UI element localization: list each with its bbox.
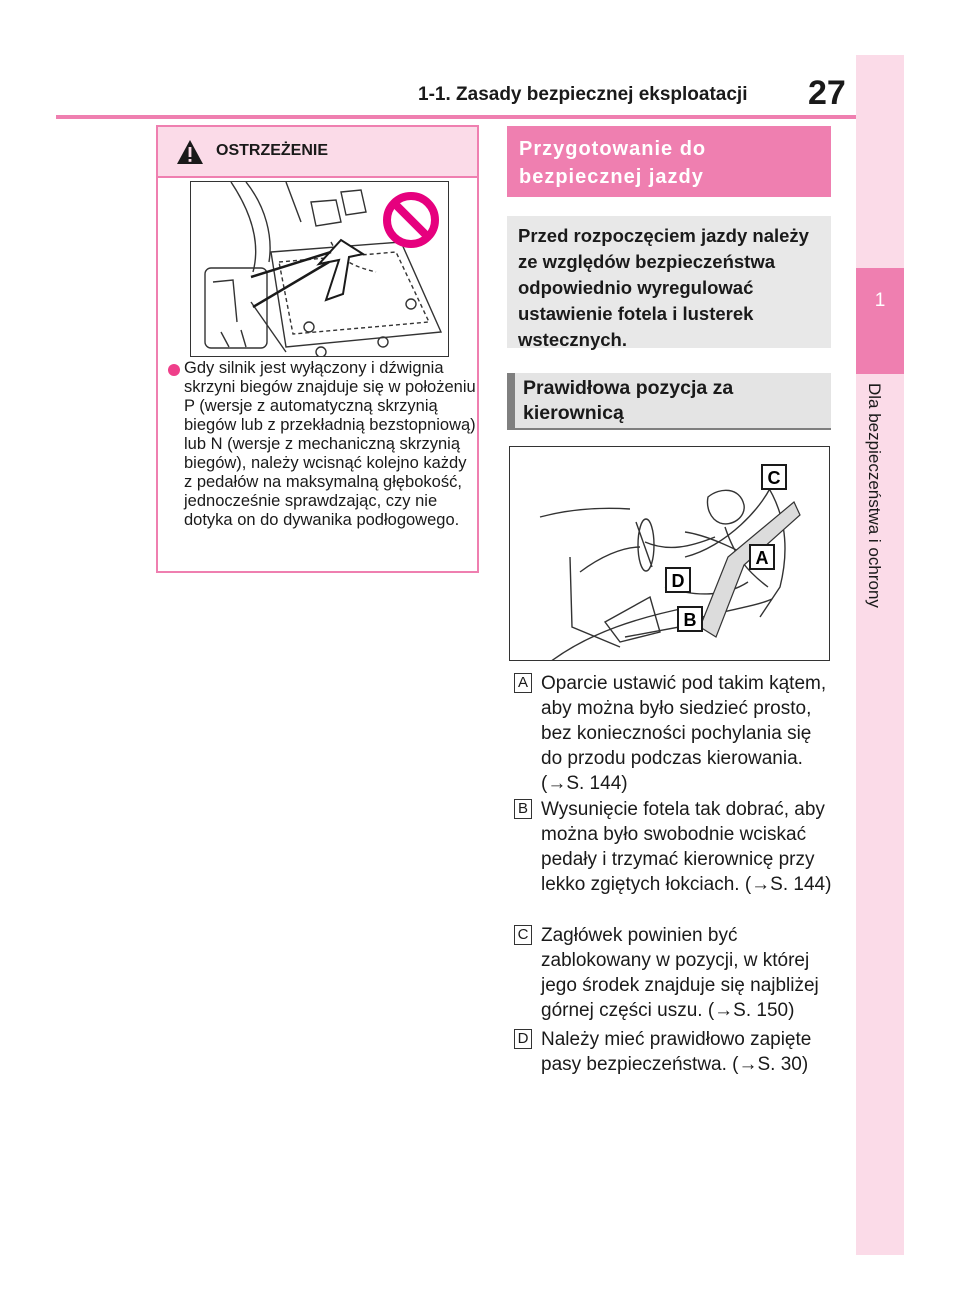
driving-position-illustration [509,446,830,661]
label-c: C [767,468,781,488]
side-chapter-marker [856,268,904,374]
warning-header [158,127,477,178]
label-a: A [755,548,769,568]
header-rule [56,115,856,119]
side-chapter-number: 1 [874,290,886,311]
driver-drawing [510,447,830,661]
item-letter-c: C [514,925,532,945]
label-d: D [671,571,685,591]
warning-triangle-icon [176,139,204,165]
floor-mat-illustration [190,181,449,357]
prohibited-icon [381,190,441,250]
item-text-a: Oparcie ustawić pod takim kątem, aby można było siedzieć prosto, bez konieczności pochylania się do przodu podczas kierowania. (→S. 144) [541,673,827,794]
item-letter-a: A [514,673,532,693]
page-number: 27 [808,74,846,112]
section-heading: Przygotowanie do bezpiecznej jazdy [507,126,831,197]
warning-bullet [168,364,180,376]
running-header: 1-1. Zasady bezpiecznej eksploatacji [418,84,748,105]
warning-text: Gdy silnik jest wyłączony i dźwignia skrzyni biegów znajduje się w położeniu P (wersje z automatyczną skrzynią biegów lub z przekładnią bezstopniową) lub N (wersje z mechaniczną skrzynią biegów), należy wcisnąć kolejno każdy z pedałów na maksymalną głębokość, jednocześnie sprawdzając, czy nie dotyka on do dywanika podłogowego. [184,359,476,529]
item-text-d: Należy mieć prawidłowo zapięte pasy bezpieczeństwa. (→S. 30) [541,1029,812,1075]
label-b: B [683,610,697,630]
subsection-heading: Prawidłowa pozycja za kierownicą [507,373,831,430]
item-text-c: Zagłówek powinien być zablokowany w pozycji, w której jego środek znajduje się najbliżej górnej części uszu. (→S. 150) [541,925,819,1021]
item-letter-d: D [514,1029,532,1049]
side-tab-bar [856,55,904,1255]
warning-box [156,125,479,573]
item-text-b: Wysunięcie fotela tak dobrać, aby można było swobodnie wciskać pedały i trzymać kierownicę przy lekko zgiętych łokciach. (→S. 144) [541,799,832,895]
side-chapter-label: Dla bezpieczeństwa i ochrony [865,383,884,608]
warning-title: OSTRZEŻENIE [216,142,329,159]
item-letter-b: B [514,799,532,819]
intro-box: Przed rozpoczęciem jazdy należy ze względów bezpieczeństwa odpowiednio wyregulować ustawienie fotela i lusterek wstecznych. [507,216,831,348]
